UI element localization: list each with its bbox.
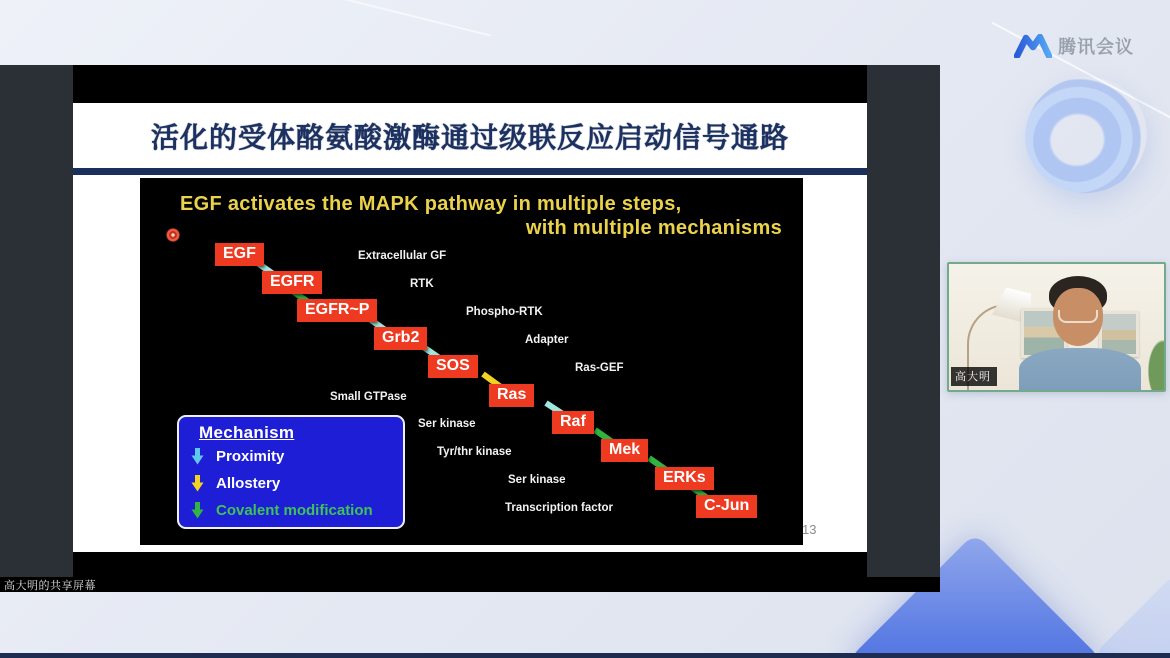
mechanism-title: Mechanism — [199, 423, 295, 442]
cascade-side-label: Transcription factor — [505, 502, 613, 514]
mechanism-item — [191, 448, 284, 465]
plant-decoration — [1145, 334, 1166, 392]
cascade-side-label: Phospho-RTK — [466, 306, 543, 318]
cascade-side-label: Ser kinase — [418, 418, 476, 430]
cascade-side-label: Adapter — [525, 334, 569, 346]
tencent-meeting-logo — [1014, 33, 1134, 59]
cascade-box-egf: EGF — [215, 243, 264, 266]
mapk-pathway-diagram — [140, 178, 803, 545]
cascade-box-egfr: EGFR — [262, 271, 322, 294]
down-arrow-icon — [191, 502, 204, 519]
cascade-side-label: RTK — [410, 278, 434, 290]
meeting-m-icon — [1014, 34, 1052, 58]
shared-desktop-left-strip — [0, 65, 73, 577]
mechanism-item — [191, 475, 280, 492]
glass-ring-decoration — [1011, 62, 1160, 207]
cascade-side-label: Extracellular GF — [358, 250, 447, 262]
cascade-box-raf: Raf — [552, 411, 594, 434]
down-arrow-icon — [191, 475, 204, 492]
slide-title: 活化的受体酪氨酸激酶通过级联反应启动信号通路 — [150, 121, 789, 153]
slide-page-number: 13 — [802, 522, 817, 537]
blue-cube-decoration — [1095, 575, 1170, 658]
presentation-slide — [73, 65, 867, 592]
cascade-box-sos: SOS — [428, 355, 478, 378]
participant-video-tile[interactable] — [947, 262, 1166, 392]
screen-share-view — [0, 65, 940, 592]
cascade-side-label: Ras-GEF — [575, 362, 624, 374]
cascade-box-erks: ERKs — [655, 467, 714, 490]
share-label: 高大明的共享屏幕 — [4, 579, 96, 592]
participant-name-badge: 高大明 — [951, 367, 997, 386]
window-bottom-edge — [0, 653, 1170, 658]
participant-glasses — [1058, 310, 1098, 323]
cascade-box-c-jun: C-Jun — [696, 495, 757, 518]
slide-body — [73, 175, 867, 552]
mechanism-item-label: Covalent modification — [216, 502, 373, 519]
cascade-side-label: Small GTPase — [330, 391, 407, 403]
cascade-box-grb2: Grb2 — [374, 327, 427, 350]
cascade-box-ras: Ras — [489, 384, 534, 407]
down-arrow-icon — [191, 448, 204, 465]
cascade-box-egfr~p: EGFR~P — [297, 299, 377, 322]
mechanism-item-label: Proximity — [216, 448, 285, 465]
cascade-side-label: Tyr/thr kinase — [437, 446, 512, 458]
title-underline-rule — [73, 168, 867, 175]
cascade-side-label: Ser kinase — [508, 474, 566, 486]
mechanism-item — [191, 502, 373, 519]
cascade-box-mek: Mek — [601, 439, 648, 462]
participant-body — [1019, 348, 1141, 392]
diagram-heading-line1: EGF activates the MAPK pathway in multiple steps, — [180, 193, 682, 215]
slide-top-band — [73, 65, 867, 103]
diagram-heading-line2: with multiple mechanisms — [525, 217, 782, 239]
mechanism-legend — [177, 415, 405, 529]
mechanism-item-label: Allostery — [216, 475, 281, 492]
shared-desktop-right-strip — [867, 65, 940, 577]
background-diagonal-highlight — [229, 0, 491, 37]
slide-title-band — [73, 103, 867, 168]
brand-name: 腾讯会议 — [1058, 37, 1134, 57]
share-label-bar — [0, 577, 940, 592]
